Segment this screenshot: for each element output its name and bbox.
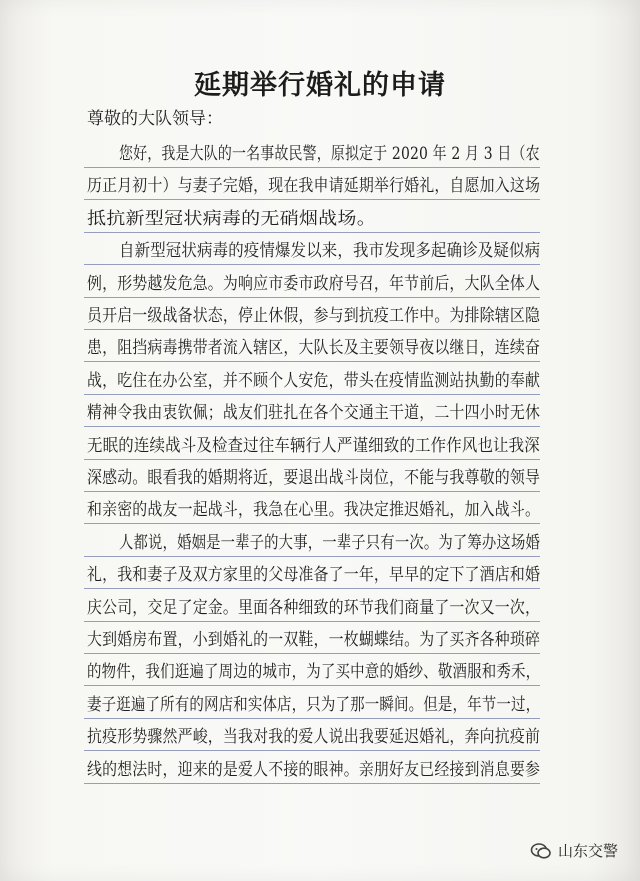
body-text-line: 大到婚房布置，小到婚礼的一双鞋，一枚蝴蝶结。为了买齐各种琐碎 (87, 630, 541, 650)
ruled-line (84, 199, 540, 200)
body-text-line: 线的想法时，迎来的是爱人不接的眼神。亲朋好友已经接到消息要参 (87, 759, 541, 780)
ruled-line (84, 621, 540, 622)
body-text-line: 和亲密的战友一起战斗，我急在心里。我决定推迟婚礼，加入战斗。 (87, 500, 541, 521)
wechat-icon (530, 842, 552, 860)
ruled-line (84, 523, 540, 524)
body-text-line: 庆公司，交足了定金。里面各种细致的环节我们商量了一次又一次， (87, 597, 541, 618)
body-text-line: 无眠的连续战斗及检查过往车辆行人严谨细致的工作作风也让我深 (87, 435, 540, 456)
body-text-line: 您好，我是大队的一名事故民警，原拟定于 2020 年 2 月 3 日（农 (119, 144, 540, 164)
body-text-line: 战，吃住在办公室，并不顾个人安危，带头在疫情监测站执勤的奉献 (87, 370, 541, 391)
body-text-line: 礼，我和妻子及双方家里的父母准备了一年，早早的定下了酒店和婚 (87, 565, 541, 586)
body-text-line: 人都说，婚姻是一辈子的大事，一辈子只有一次。为了筹办这场婚 (119, 532, 540, 553)
salutation: 尊敬的大队领导： (87, 109, 223, 129)
ruled-line (84, 232, 540, 233)
ruled-line (84, 588, 540, 589)
ruled-line (84, 426, 540, 427)
ruled-line (84, 653, 540, 654)
ruled-line (84, 685, 540, 686)
ruled-line (84, 264, 540, 265)
body-text-line: 自新型冠状病毒的疫情爆发以来，我市发现多起确诊及疑似病 (119, 241, 541, 262)
watermark-text: 山东交警 (557, 842, 618, 860)
ruled-line (84, 459, 540, 460)
ruled-line (84, 297, 540, 298)
ruled-line (84, 556, 540, 557)
body-text-line: 例，形势越发危急。为响应市委市政府号召，年节前后，大队全体人 (87, 273, 541, 294)
ruled-line (84, 167, 540, 168)
body-text-line: 妻子逛遍了所有的网店和实体店，只为了那一瞬间。但是，年节一过， (87, 694, 541, 715)
body-text-line: 患，阻挡病毒携带者流入辖区，大队长及主要领导夜以继日，连续奋 (87, 338, 541, 359)
ruled-line (84, 361, 540, 362)
body-text-line: 抗疫形势骤然严峻，当我对我的爱人说出我要延迟婚礼，奔向抗疫前 (87, 727, 541, 748)
ruled-line (84, 718, 540, 719)
ruled-line (84, 750, 540, 751)
ruled-line (84, 783, 540, 784)
body-text-line: 历正月初十）与妻子完婚，现在我申请延期举行婚礼，自愿加入这场 (87, 176, 541, 197)
ruled-line (84, 329, 540, 330)
body-text-line: 精神令我由衷钦佩；战友们驻扎在各个交通主干道，二十四小时无休 (87, 403, 541, 424)
watermark (530, 840, 618, 861)
ruled-line (84, 491, 540, 492)
document-title: 延期举行婚礼的申请 (194, 70, 446, 101)
body-text-line: 的物件，我们逛遍了周边的城市，为了买中意的婚纱、敬酒服和秀禾， (87, 662, 541, 683)
ruled-line (84, 394, 540, 395)
body-text-line: 抵抗新型冠状病毒的无硝烟战场。 (87, 208, 376, 229)
body-text-line: 员开启一级战备状态，停止休假，参与到抗疫工作中。为排除辖区隐 (87, 306, 541, 326)
body-text-line: 深感动。眼看我的婚期将近，要退出战斗岗位，不能与我尊敬的领导 (87, 468, 541, 488)
